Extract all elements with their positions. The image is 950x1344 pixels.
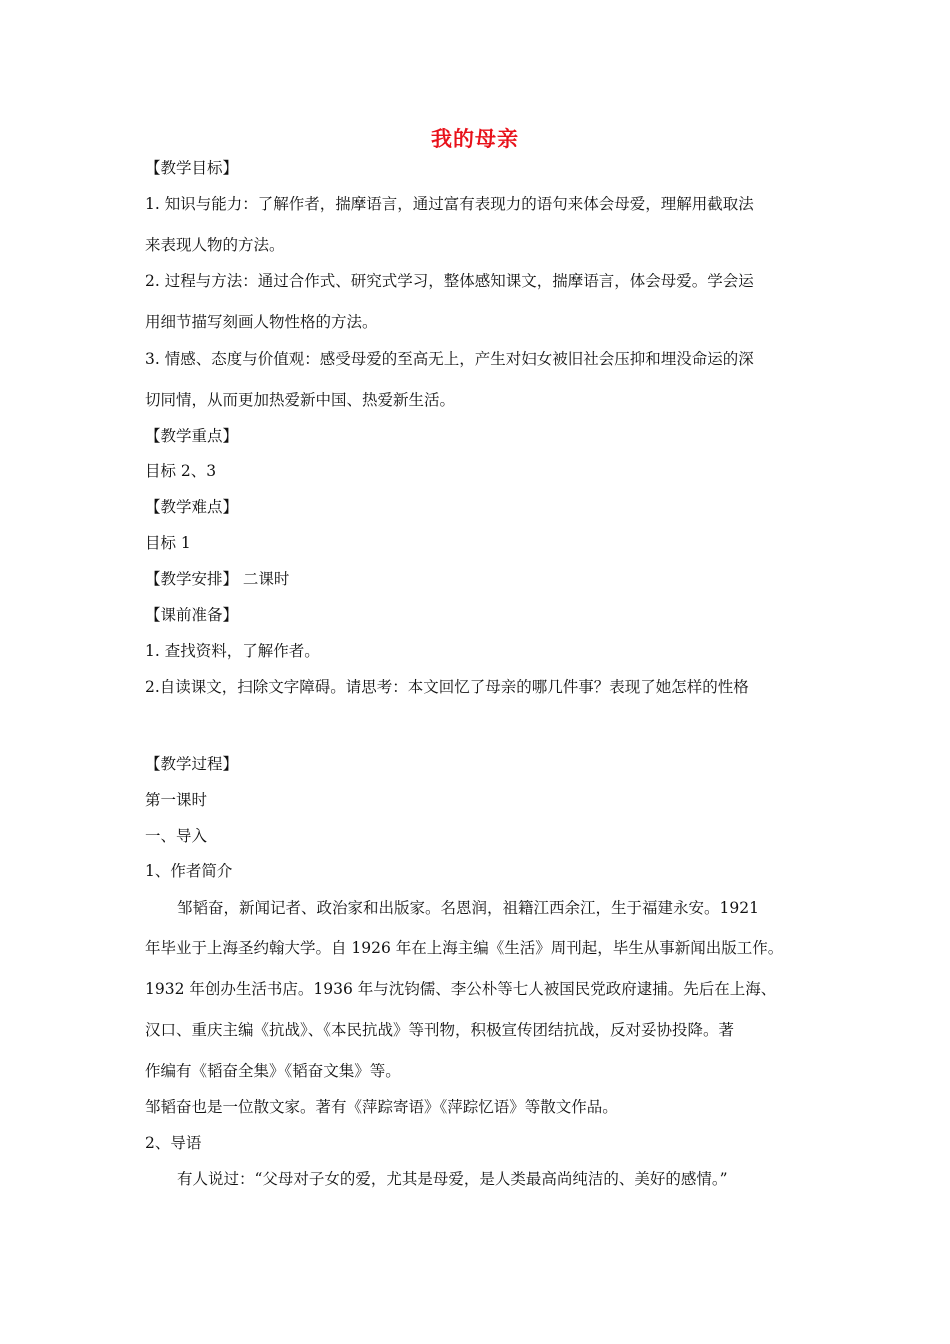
heading-schedule: 【教学安排】 二课时	[145, 570, 290, 588]
paragraph-line: 1932 年创办生活书店。1936 年与沈钧儒、李公朴等七人被国民党政府逮捕。先后在上海、	[145, 980, 777, 998]
paragraph-line: 一、导入	[145, 827, 208, 845]
paragraph-line: 有人说过：“父母对子女的爱，尤其是母爱，是人类最高尚纯洁的、美好的感情。”	[177, 1170, 728, 1188]
paragraph-line: 年毕业于上海圣约翰大学。自 1926 年在上海主编《生活》周刊起，毕生从事新闻出版工作。	[145, 939, 784, 957]
paragraph-line: 1、作者简介	[145, 862, 233, 880]
heading-preparation: 【课前准备】	[145, 606, 239, 624]
heading-difficulties: 【教学难点】	[145, 498, 239, 516]
paragraph-line: 邹韬奋，新闻记者、政治家和出版家。名恩润，祖籍江西余江，生于福建永安。1921	[177, 899, 759, 917]
paragraph-line: 用细节描写刻画人物性格的方法。	[145, 313, 378, 331]
paragraph-line: 切同情，从而更加热爱新中国、热爱新生活。	[145, 391, 456, 409]
paragraph-line: 来表现人物的方法。	[145, 236, 285, 254]
paragraph-line: 第一课时	[145, 791, 208, 809]
paragraph-line: 2. 过程与方法：通过合作式、研究式学习，整体感知课文，揣摩语言，体会母爱。学会运	[145, 272, 754, 290]
paragraph-line: 3. 情感、态度与价值观：感受母爱的至高无上，产生对妇女被旧社会压抑和埋没命运的深	[145, 350, 754, 368]
paragraph-line: 作编有《韬奋全集》《韬奋文集》等。	[145, 1062, 401, 1080]
paragraph-line: 汉口、重庆主编《抗战》、《本民抗战》等刊物，积极宣传团结抗战，反对妥协投降。著	[145, 1021, 735, 1039]
document-title: 我的母亲	[431, 127, 519, 151]
paragraph-line: 2、导语	[145, 1134, 202, 1152]
heading-key-points: 【教学重点】	[145, 427, 239, 445]
paragraph-line: 目标 2、3	[145, 462, 217, 480]
paragraph-line: 2.自读课文，扫除文字障碍。请思考：本文回忆了母亲的哪几件事？表现了她怎样的性格	[145, 678, 749, 696]
paragraph-line: 1. 知识与能力：了解作者，揣摩语言，通过富有表现力的语句来体会母爱，理解用截取法	[145, 195, 754, 213]
paragraph-line: 1. 查找资料，了解作者。	[145, 642, 320, 660]
heading-process: 【教学过程】	[145, 755, 239, 773]
paragraph-line: 目标 1	[145, 534, 191, 552]
heading-objectives: 【教学目标】	[145, 159, 239, 177]
paragraph-line: 邹韬奋也是一位散文家。著有《萍踪寄语》《萍踪忆语》等散文作品。	[145, 1098, 618, 1116]
